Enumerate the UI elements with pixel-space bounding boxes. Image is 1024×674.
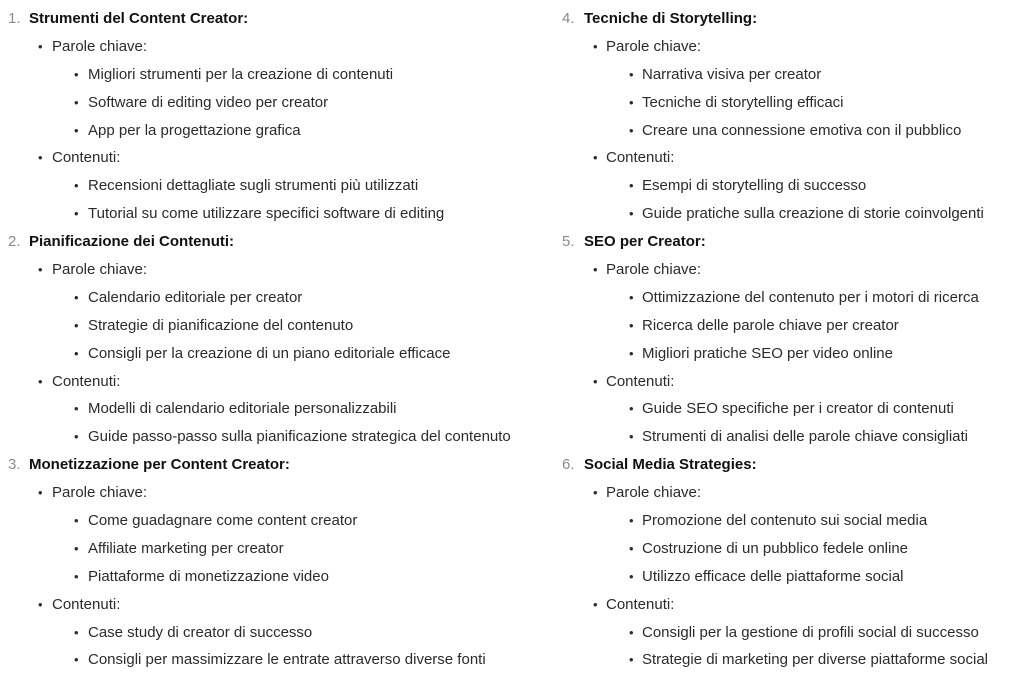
keyword-item: Calendario editoriale per creator	[88, 288, 303, 306]
list-item	[0, 172, 555, 200]
keywords-label: Parole chiave:	[606, 261, 702, 279]
section-title: Pianificazione dei Contenuti:	[29, 233, 235, 251]
section-title: Strumenti del Content Creator:	[29, 10, 249, 27]
keywords-label: Parole chiave:	[52, 261, 148, 279]
content-item: Guide pratiche sulla creazione di storie coinvolgenti	[642, 205, 984, 223]
bullet-icon: •	[74, 513, 79, 529]
keyword-item: Strategie di pianificazione del contenuto	[88, 316, 354, 334]
list-item	[0, 535, 555, 563]
keywords-label-row	[556, 33, 1024, 61]
list-section	[556, 228, 1024, 451]
bullet-icon: •	[74, 178, 79, 194]
content-item: Guide SEO specifiche per i creator di contenuti	[642, 400, 954, 418]
keyword-item: Affiliate marketing per creator	[88, 539, 284, 557]
bullet-icon: •	[629, 568, 634, 584]
list-item	[556, 117, 1024, 145]
contents-label: Contenuti:	[606, 149, 675, 167]
keywords-label-row	[0, 479, 555, 507]
keyword-item: Costruzione di un pubblico fedele online	[642, 539, 909, 557]
bullet-icon: •	[38, 373, 43, 389]
bullet-icon: •	[629, 289, 634, 305]
bullet-icon: •	[74, 345, 79, 361]
keyword-item: Consigli per la creazione di un piano editoriale efficace	[88, 344, 451, 362]
keyword-item: Piattaforme di monetizzazione video	[88, 567, 329, 585]
section-heading	[556, 228, 1024, 256]
bullet-icon: •	[629, 652, 634, 668]
contents-label: Contenuti:	[606, 372, 675, 390]
bullet-icon: •	[629, 345, 634, 361]
bullet-icon: •	[74, 568, 79, 584]
list-item	[0, 619, 555, 647]
list-item	[0, 200, 555, 228]
list-item	[0, 340, 555, 368]
bullet-icon: •	[38, 485, 43, 501]
bullet-icon: •	[74, 66, 79, 82]
contents-label-row	[556, 368, 1024, 396]
list-item	[0, 646, 555, 674]
content-item: Strumenti di analisi delle parole chiave consigliati	[642, 428, 969, 446]
list-item	[556, 284, 1024, 312]
section-number: 5.	[562, 233, 575, 251]
list-item	[556, 89, 1024, 117]
contents-label: Contenuti:	[606, 595, 675, 613]
list-item	[556, 200, 1024, 228]
section-heading	[0, 5, 555, 33]
bullet-icon: •	[629, 94, 634, 110]
bullet-icon: •	[593, 485, 598, 501]
bullet-icon: •	[74, 429, 79, 445]
keyword-item: Creare una connessione emotiva con il pubblico	[642, 121, 962, 139]
section-heading	[556, 451, 1024, 479]
section-heading	[0, 451, 555, 479]
bullet-icon: •	[74, 652, 79, 668]
list-item	[0, 284, 555, 312]
section-number: 1.	[8, 10, 21, 27]
keyword-item: Tecniche di storytelling efficaci	[642, 93, 844, 111]
section-heading	[0, 228, 555, 256]
bullet-icon: •	[593, 38, 598, 54]
contents-label-row	[0, 144, 555, 172]
list-item	[556, 61, 1024, 89]
bullet-icon: •	[629, 178, 634, 194]
list-item	[0, 563, 555, 591]
bullet-icon: •	[629, 66, 634, 82]
keywords-label-row	[556, 479, 1024, 507]
bullet-icon: •	[38, 596, 43, 612]
list-item	[0, 423, 555, 451]
keyword-item: Utilizzo efficace delle piattaforme social	[642, 567, 904, 585]
bullet-icon: •	[629, 401, 634, 417]
list-item	[556, 535, 1024, 563]
list-item	[556, 423, 1024, 451]
bullet-icon: •	[629, 429, 634, 445]
keywords-label: Parole chiave:	[52, 37, 148, 55]
keywords-label: Parole chiave:	[52, 484, 148, 502]
list-item	[0, 312, 555, 340]
bullet-icon: •	[74, 94, 79, 110]
keyword-item: Narrativa visiva per creator	[642, 65, 822, 83]
bullet-icon: •	[593, 262, 598, 278]
keyword-item: Ricerca delle parole chiave per creator	[642, 316, 899, 334]
contents-label: Contenuti:	[52, 595, 121, 613]
list-item	[556, 312, 1024, 340]
bullet-icon: •	[593, 596, 598, 612]
list-item	[556, 507, 1024, 535]
contents-label-row	[0, 368, 555, 396]
section-title: Social Media Strategies:	[584, 456, 757, 474]
bullet-icon: •	[74, 401, 79, 417]
list-item	[0, 507, 555, 535]
keyword-item: App per la progettazione grafica	[88, 121, 301, 139]
bullet-icon: •	[629, 206, 634, 222]
contents-label-row	[0, 591, 555, 619]
content-item: Modelli di calendario editoriale personalizzabili	[88, 400, 397, 418]
contents-label-row	[556, 591, 1024, 619]
bullet-icon: •	[74, 206, 79, 222]
contents-label: Contenuti:	[52, 149, 121, 167]
content-item: Esempi di storytelling di successo	[642, 177, 867, 195]
bullet-icon: •	[74, 289, 79, 305]
content-item: Case study di creator di successo	[88, 623, 313, 641]
content-item: Strategie di marketing per diverse piattaforme social	[642, 651, 988, 669]
bullet-icon: •	[629, 540, 634, 556]
bullet-icon: •	[74, 624, 79, 640]
content-item: Guide passo-passo sulla pianificazione strategica del contenuto	[88, 428, 511, 446]
keywords-label-row	[0, 256, 555, 284]
list-item	[556, 395, 1024, 423]
list-item	[556, 340, 1024, 368]
keyword-item: Promozione del contenuto sui social media	[642, 512, 928, 530]
keywords-label: Parole chiave:	[606, 484, 702, 502]
section-title: Monetizzazione per Content Creator:	[29, 456, 290, 474]
bullet-icon: •	[629, 624, 634, 640]
content-item: Recensioni dettagliate sugli strumenti più utilizzati	[88, 177, 419, 195]
list-section	[0, 228, 555, 451]
keyword-item: Migliori pratiche SEO per video online	[642, 344, 893, 362]
content-item: Tutorial su come utilizzare specifici software di editing	[88, 205, 445, 223]
bullet-icon: •	[38, 262, 43, 278]
list-item	[556, 646, 1024, 674]
list-section	[0, 451, 555, 674]
bullet-icon: •	[629, 317, 634, 333]
left-column	[0, 5, 555, 674]
keywords-label-row	[556, 256, 1024, 284]
bullet-icon: •	[74, 317, 79, 333]
list-item	[0, 117, 555, 145]
bullet-icon: •	[38, 150, 43, 166]
keyword-item: Migliori strumenti per la creazione di contenuti	[88, 65, 394, 83]
bullet-icon: •	[629, 122, 634, 138]
list-item	[0, 395, 555, 423]
section-number: 2.	[8, 233, 21, 251]
list-section	[556, 451, 1024, 674]
list-section	[556, 5, 1024, 228]
section-heading	[556, 5, 1024, 33]
contents-label: Contenuti:	[52, 372, 121, 390]
section-number: 4.	[562, 10, 575, 27]
section-title: Tecniche di Storytelling:	[584, 10, 758, 27]
keyword-item: Software di editing video per creator	[88, 93, 329, 111]
list-item	[0, 61, 555, 89]
section-title: SEO per Creator:	[584, 233, 706, 251]
bullet-icon: •	[74, 540, 79, 556]
section-number: 3.	[8, 456, 21, 474]
keywords-label: Parole chiave:	[606, 37, 702, 55]
bullet-icon: •	[593, 150, 598, 166]
bullet-icon: •	[629, 513, 634, 529]
keyword-item: Come guadagnare come content creator	[88, 512, 358, 530]
list-item	[0, 89, 555, 117]
list-item	[556, 172, 1024, 200]
section-number: 6.	[562, 456, 575, 474]
list-item	[556, 619, 1024, 647]
list-item	[556, 563, 1024, 591]
bullet-icon: •	[593, 373, 598, 389]
bullet-icon: •	[38, 38, 43, 54]
right-column	[556, 5, 1024, 674]
contents-label-row	[556, 144, 1024, 172]
list-section	[0, 5, 555, 228]
keyword-item: Ottimizzazione del contenuto per i motori di ricerca	[642, 288, 979, 306]
bullet-icon: •	[74, 122, 79, 138]
keywords-label-row	[0, 33, 555, 61]
content-item: Consigli per massimizzare le entrate attraverso diverse fonti	[88, 651, 486, 669]
content-item: Consigli per la gestione di profili social di successo	[642, 623, 979, 641]
